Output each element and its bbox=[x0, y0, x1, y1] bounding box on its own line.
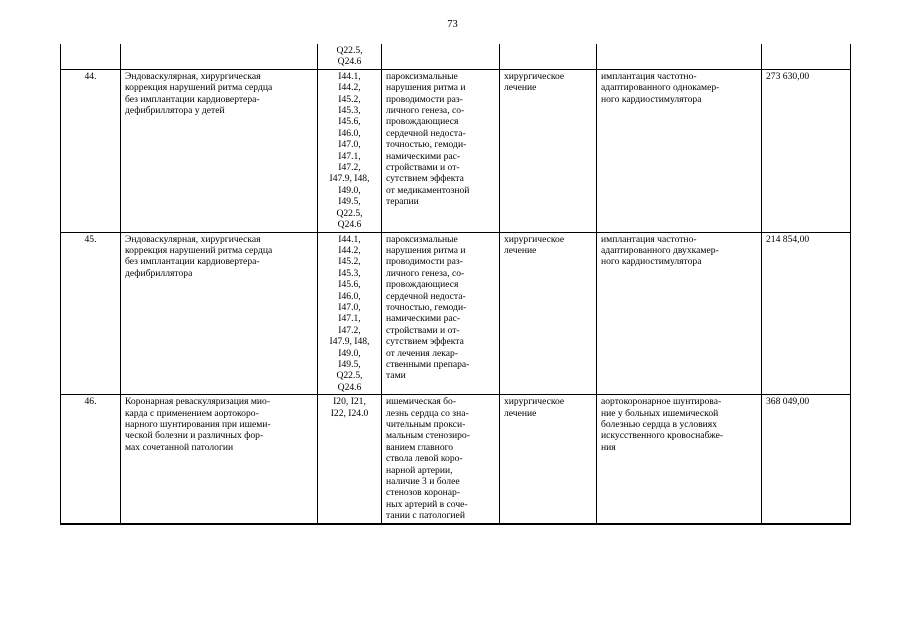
row-name-cell: Коронарная реваскуляризация мио- карда с применением аортокоро- нарного шунтирования при ишеми- ческой болезни и различных фор- мах сочетанной патологии bbox=[121, 395, 318, 524]
page-number: 73 bbox=[447, 19, 458, 30]
row-number-cell: 45. bbox=[61, 232, 121, 395]
row-method-cell: аортокоронарное шунтирова- ние у больных ишемической болезнью сердца в условиях искусственного кровоснабже- ния bbox=[597, 395, 762, 524]
row-name-cell: Эндоваскулярная, хирургическая коррекция нарушений ритма сердца без имплантации кардиовертера- дефибриллятора у детей bbox=[121, 69, 318, 232]
row-type-cell: хирургическое лечение bbox=[500, 395, 597, 524]
row-name-cell: Эндоваскулярная, хирургическая коррекция нарушений ритма сердца без имплантации кардиовертера- дефибриллятора bbox=[121, 232, 318, 395]
row-method-cell: имплантация частотно- адаптированного двухкамер- ного кардиостимулятора bbox=[597, 232, 762, 395]
row-type-cell: хирургическое лечение bbox=[500, 232, 597, 395]
row-method-cell bbox=[597, 44, 762, 69]
row-number-cell: 44. bbox=[61, 69, 121, 232]
row-method-cell: имплантация частотно- адаптированного однокамер- ного кардиостимулятора bbox=[597, 69, 762, 232]
medical-services-table bbox=[60, 44, 851, 525]
row-cost-cell: 214 854,00 bbox=[762, 232, 851, 395]
row-number-cell bbox=[61, 44, 121, 69]
row-type-cell: хирургическое лечение bbox=[500, 69, 597, 232]
table-row-continuation bbox=[61, 44, 851, 69]
row-cost-cell: 368 049,00 bbox=[762, 395, 851, 524]
table-row bbox=[61, 69, 851, 232]
row-cost-cell: 273 630,00 bbox=[762, 69, 851, 232]
row-name-cell bbox=[121, 44, 318, 69]
row-cost-cell bbox=[762, 44, 851, 69]
row-codes-cell: I20, I21, I22, I24.0 bbox=[318, 395, 382, 524]
row-type-cell bbox=[500, 44, 597, 69]
row-codes-cell: Q22.5, Q24.6 bbox=[318, 44, 382, 69]
row-number-cell: 46. bbox=[61, 395, 121, 524]
row-model-cell bbox=[382, 44, 500, 69]
row-model-cell: пароксизмальные нарушения ритма и проводимости раз- личного генеза, со- провождающиеся сердечной недоста- точностью, гемоди- намическими рас- стройствами и от- сутствием эффекта от лечения лекар- ственными препара- тами bbox=[382, 232, 500, 395]
row-codes-cell: I44.1, I44.2, I45.2, I45.3, I45.6, I46.0, I47.0, I47.1, I47.2, I47.9, I48, I49.0, I49.5, Q22.5, Q24.6 bbox=[318, 69, 382, 232]
table-row bbox=[61, 232, 851, 395]
row-model-cell: ишемическая бо- лезнь сердца со зна- чительным прокси- мальным стенозиро- ванием главного ствола левой коро- нарной артерии, наличие 3 и более стенозов коронар- ных артерий в соче- тании с патологией bbox=[382, 395, 500, 524]
row-model-cell: пароксизмальные нарушения ритма и проводимости раз- личного генеза, со- провождающиеся сердечной недоста- точностью, гемоди- намическими рас- стройствами и от- сутствием эффекта от медикаментозной терапии bbox=[382, 69, 500, 232]
row-codes-cell: I44.1, I44.2, I45.2, I45.3, I45.6, I46.0, I47.0, I47.1, I47.2, I47.9, I48, I49.0, I49.5, Q22.5, Q24.6 bbox=[318, 232, 382, 395]
table-row bbox=[61, 395, 851, 524]
